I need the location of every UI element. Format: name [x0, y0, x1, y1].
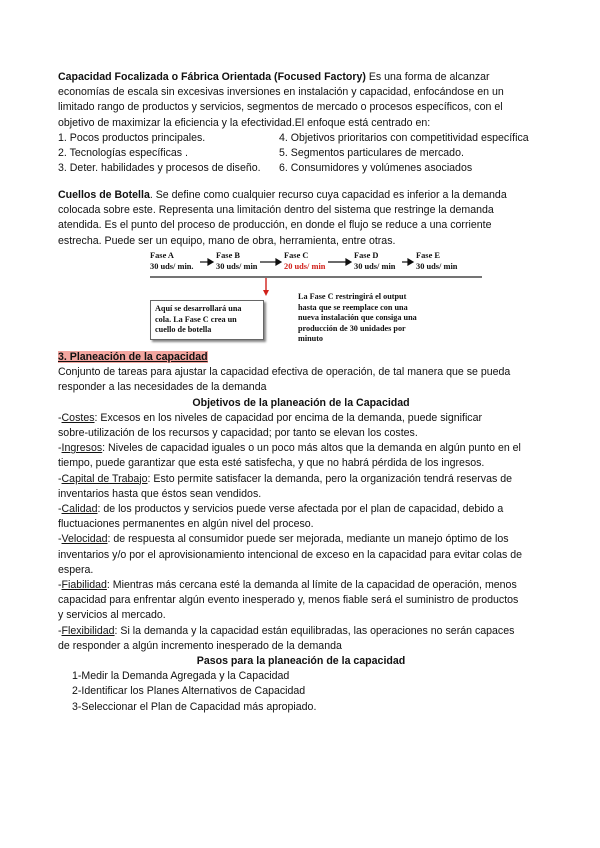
objective-velocidad: -Velocidad: de respuesta al consumidor puede ser mejorada, mediante un manejo óptimo de los — [58, 533, 509, 546]
focus-list-item: 2. Tecnologías específicas . — [58, 147, 188, 160]
objective-text: : Si la demanda y la capacidad están equilibradas, las operaciones no serán capaces — [114, 624, 515, 637]
focused-factory-line: objetivo de maximizar la eficiencia y la efectividad.El enfoque está centrado en: — [58, 116, 431, 129]
objective-text-line: capacidad para enfrentar algún evento inesperado y, menos fiable será el suministro de productos — [58, 594, 519, 607]
focused-factory-line: limitado rango de productos y servicios, segmentos de mercado o procesos específicos, con el — [58, 101, 503, 114]
flow-arrow-ab-head — [208, 259, 213, 265]
phase-rate: 30 uds/ min — [354, 262, 396, 271]
objective-text-line: fluctuaciones permanentes en algún nivel del proceso. — [58, 518, 314, 531]
bottleneck-arrow-head — [263, 290, 269, 296]
objective-text: : Excesos en los niveles de capacidad por encima de la demanda, puede significar — [94, 411, 483, 424]
planning-intro-line: responder a las necesidades de la demanda — [58, 381, 267, 394]
objective-term: Flexibilidad — [61, 624, 115, 637]
phase-name: Fase C — [284, 251, 309, 260]
objective-costes: -Costes: Excesos en los niveles de capacidad por encima de la demanda, puede significar — [58, 411, 483, 424]
objective-text-line: de responder a algún incremento inesperado de la demanda — [58, 639, 342, 652]
objective-text-line: inventarios y/o por el aprovisionamiento intencional de exceso en la capacidad para evitar colas de — [58, 548, 523, 561]
flow-arrow-de-head — [408, 259, 413, 265]
planning-heading-line — [58, 350, 544, 365]
objective-text: : de los productos y servicios puede verse afectada por el plan de capacidad, debido a — [97, 503, 504, 516]
replacement-note — [298, 292, 458, 345]
focus-list-row — [58, 146, 544, 161]
objective-term: Capital de Trabajo — [61, 472, 148, 485]
replacement-note-line: producción de 30 unidades por — [298, 323, 406, 333]
objective-term: Costes — [61, 411, 95, 424]
focused-factory-section — [58, 70, 544, 176]
objective-text-line: inventarios hasta que éstos sean vendidos. — [58, 487, 262, 500]
objective-text: : de respuesta al consumidor puede ser mejorada, mediante un manejo óptimo de los — [107, 533, 509, 546]
objective-fiabilidad: -Fiabilidad: Mientras más cercana esté la demanda al límite de la capacidad de operación, menos — [58, 579, 517, 592]
focused-factory-first-line — [58, 70, 544, 85]
bottleneck-line: estrecha. Puede ser un equipo, mano de obra, herramienta, entre otras. — [58, 234, 396, 247]
objective-term: Ingresos — [61, 442, 103, 455]
objective-term: Velocidad — [61, 533, 108, 546]
bottleneck-section — [58, 188, 544, 249]
bottleneck-title: Cuellos de Botella — [58, 189, 150, 201]
phase-name: Fase E — [416, 251, 440, 260]
flow-arrow-bc-head — [276, 259, 281, 265]
bottleneck-text: . Se define como cualquier recurso cuya capacidad es inferior a la demanda — [149, 189, 507, 201]
focus-list-item: 5. Segmentos particulares de mercado. — [279, 147, 464, 160]
step-item: 1-Medir la Demanda Agregada y la Capacidad — [72, 670, 290, 683]
bottleneck-line: colocada sobre este. Representa una limitación dentro del sistema que restringe la demanda — [58, 204, 494, 217]
phase-rate: 20 uds/ min — [284, 262, 326, 271]
objective-ingresos: -Ingresos: Niveles de capacidad iguales o un poco más altos que la demanda en algún punto en el — [58, 442, 521, 455]
phase-name: Fase B — [216, 251, 240, 260]
focus-list-row — [58, 161, 544, 176]
planning-heading: 3. Planeación de la capacidad — [58, 351, 208, 363]
replacement-note-line: minuto — [298, 334, 324, 343]
objective-flexibilidad: -Flexibilidad: Si la demanda y la capacidad están equilibradas, las operaciones no serán capaces — [58, 624, 515, 637]
steps-heading: Pasos para la planeación de la capacidad — [196, 655, 406, 668]
phase-d — [354, 250, 395, 276]
focused-factory-title: Capacidad Focalizada o Fábrica Orientada (Focused Factory) — [58, 71, 366, 83]
objective-text: : Esto permite satisfacer la demanda, pero la organización tendrá reservas de — [147, 472, 513, 485]
replacement-note-line: hasta que se reemplace con una — [298, 302, 408, 312]
phase-b — [216, 250, 257, 276]
phase-a — [150, 250, 194, 276]
objective-capital: -Capital de Trabajo: Esto permite satisfacer la demanda, pero la organización tendrá reservas de — [58, 472, 513, 485]
objective-term: Calidad — [61, 503, 98, 516]
focused-factory-text: Es una forma de alcanzar — [365, 71, 490, 83]
objective-text: : Mientras más cercana esté la demanda al límite de la capacidad de operación, menos — [106, 579, 517, 592]
planning-intro-line: Conjunto de tareas para ajustar la capacidad efectiva de operación, de tal manera que se pueda — [58, 366, 511, 379]
replacement-note-line: nueva instalación que consiga una — [298, 313, 417, 322]
phase-c — [284, 250, 325, 276]
phase-name: Fase A — [150, 251, 174, 260]
objective-text-line: tiempo, puede garantizar que esta esté satisfecha, y que no habrá pérdida de los ingresos. — [58, 457, 485, 470]
focus-list-item: 1. Pocos productos principales. — [58, 131, 206, 144]
objective-text: : Niveles de capacidad iguales o un poco más altos que la demanda en algún punto en el — [102, 442, 521, 455]
objective-term: Fiabilidad — [61, 579, 107, 592]
phase-e — [416, 250, 457, 276]
step-item: 3-Seleccionar el Plan de Capacidad más apropiado. — [72, 700, 317, 713]
queue-note-line: Aquí se desarrollará una — [155, 304, 242, 313]
planning-section — [58, 350, 544, 715]
flow-arrow-cd-head — [346, 259, 351, 265]
replacement-note-line: La Fase C restringirá el output — [298, 292, 407, 301]
focus-list-item: 4. Objetivos prioritarios con competitividad específica — [279, 131, 529, 144]
phase-rate: 30 uds/ min — [216, 262, 258, 271]
focus-list-row — [58, 131, 544, 146]
focus-list-item: 6. Consumidores y volúmenes asociados — [279, 162, 473, 175]
focused-factory-line: economías de escala sin excesivas inversiones en instalación y capacidad, enfocándose en un — [58, 86, 504, 99]
bottleneck-first-line — [58, 188, 544, 203]
queue-note-line: cola. La Fase C crea un — [155, 314, 237, 324]
bottleneck-line: atendida. Es el punto del proceso de producción, en donde el flujo se reduce a una corriente — [58, 219, 492, 232]
focus-list-item: 3. Deter. habilidades y procesos de diseño. — [58, 162, 261, 175]
objective-text-line: espera. — [58, 563, 94, 576]
step-item: 2-Identificar los Planes Alternativos de Capacidad — [72, 685, 306, 698]
objectives-heading: Objetivos de la planeación de la Capacidad — [192, 396, 410, 409]
queue-note-box — [150, 300, 264, 340]
phase-name: Fase D — [354, 251, 379, 260]
phase-rate: 30 uds/ min — [416, 262, 458, 271]
objective-calidad: -Calidad: de los productos y servicios puede verse afectada por el plan de capacidad, debido a — [58, 503, 504, 516]
objective-text-line: y servicios al mercado. — [58, 609, 166, 622]
objective-text-line: sobre-utilización de los recursos y capacidad; por tanto se elevan los costes. — [58, 427, 418, 440]
queue-note-line: cuello de botella — [155, 325, 212, 334]
phase-rate: 30 uds/ min. — [150, 262, 194, 271]
